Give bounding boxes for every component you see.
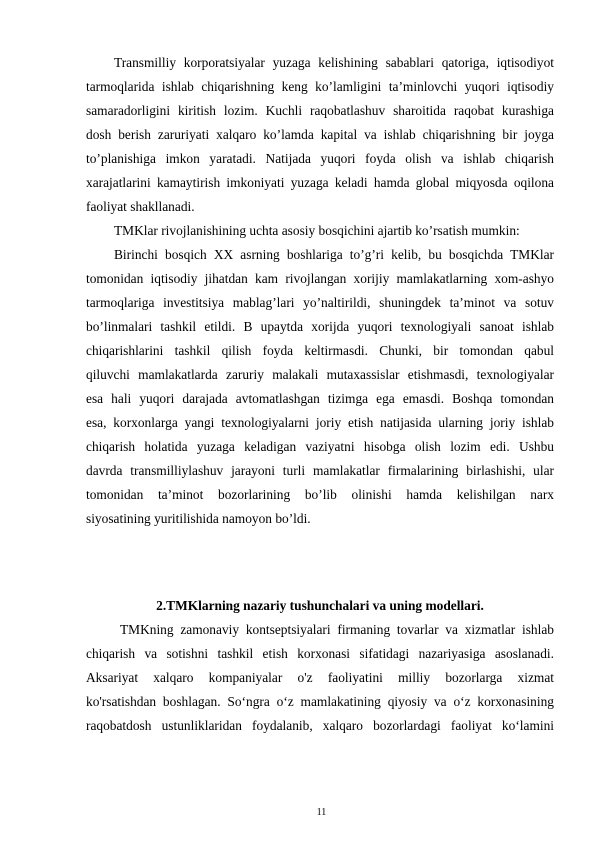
- paragraph-4: [86, 618, 554, 738]
- page-number: 11: [316, 807, 327, 818]
- paragraph-3-line: tarmoqlariga investitsiya mablag’lari yo’naltirildi, shuningdek ta’minot va sotuv: [86, 295, 554, 310]
- paragraph-4-line: ko'rsatishdan boshlagan. So‘ngra o‘z mamlakatining qiyosiy va o‘z korxonasining: [86, 694, 554, 709]
- paragraph-3-line: chiqarish holatida yuzaga keladigan vaziyatni hisobga olish lozim edi. Ushbu: [86, 439, 554, 454]
- paragraph-3-line: siyosatining yuritilishida namoyon bo’ldi.: [86, 511, 311, 526]
- paragraph-1-line: tarmoqlarida ishlab chiqarishning keng ko’lamligini ta’minlovchi yuqori iqtisodiy: [86, 79, 554, 94]
- paragraph-1-line: xarajatlarini kamaytirish imkoniyati yuzaga keladi hamda global miqyosda oqilona: [86, 175, 554, 190]
- paragraph-3: [86, 243, 554, 531]
- paragraph-4-line: raqobatdosh ustunliklaridan foydalanib, xalqaro bozorlardagi faoliyat ko‘lamini: [86, 718, 554, 733]
- paragraph-4-line: Aksariyat xalqaro kompaniyalar o'z faoliyatini milliy bozorlarga xizmat: [86, 670, 554, 685]
- paragraph-3-line: tomonidan iqtisodiy jihatdan kam rivojlangan xorijiy mamlakatlarning xom-ashyo: [86, 271, 554, 286]
- paragraph-1: [86, 51, 554, 219]
- paragraph-3-line: qiluvchi mamlakatlarda zaruriy malakali mutaxassislar etishmasdi, texnologiyalar: [86, 367, 554, 382]
- paragraph-3-line: tomonidan ta’minot bozorlarining bo’lib olinishi hamda kelishilgan narx: [86, 487, 554, 502]
- paragraph-1-line: Transmilliy korporatsiyalar yuzaga kelishining sabablari qatoriga, iqtisodiyot: [114, 55, 554, 70]
- paragraph-3-line: chiqarishlarini tashkil qilish foyda keltirmasdi. Chunki, bir tomondan qabul: [86, 343, 554, 358]
- paragraph-4-line: chiqarish va sotishni tashkil etish korxonasi sifatidagi nazariyasiga asoslanadi.: [86, 646, 554, 661]
- paragraph-1-line: samaradorligini kiritish lozim. Kuchli raqobatlashuv sharoitida raqobat kurashiga: [86, 103, 554, 118]
- paragraph-2-line: TMKlar rivojlanishining uchta asosiy bosqichini ajartib ko’rsatish mumkin:: [114, 223, 520, 238]
- paragraph-3-line: davrda transmilliylashuv jarayoni turli mamlakatlar firmalarining birlashishi, ular: [86, 463, 554, 478]
- section-heading: 2.TMKlarning nazariy tushunchalari va uning modellari.: [156, 598, 484, 613]
- paragraph-4-line: TMKning zamonaviy kontseptsiyalari firmaning tovarlar va xizmatlar ishlab: [120, 622, 554, 637]
- paragraph-1-line: faoliyat shakllanadi.: [86, 199, 195, 214]
- paragraph-3-line: Birinchi bosqich XX asrning boshlariga to’g’ri kelib, bu bosqichda TMKlar: [114, 247, 554, 262]
- paragraph-1-line: dosh berish zaruriyati xalqaro ko’lamda kapital va ishlab chiqarishning bir joyga: [86, 127, 554, 142]
- paragraph-2: [86, 219, 554, 243]
- paragraph-3-line: esa, korxonlarga yangi texnologiyalarni joriy etish natijasida ularning joriy ishlab: [86, 415, 554, 430]
- paragraph-1-line: to’planishiga imkon yaratadi. Natijada yuqori foyda olish va ishlab chiqarish: [86, 151, 554, 166]
- paragraph-3-line: bo’linmalari tashkil etildi. B upaytda xorijda yuqori texnologiyali sanoat ishlab: [86, 319, 554, 334]
- paragraph-3-line: esa hali yuqori darajada avtomatlashgan tizimga ega emasdi. Boshqa tomondan: [86, 391, 554, 406]
